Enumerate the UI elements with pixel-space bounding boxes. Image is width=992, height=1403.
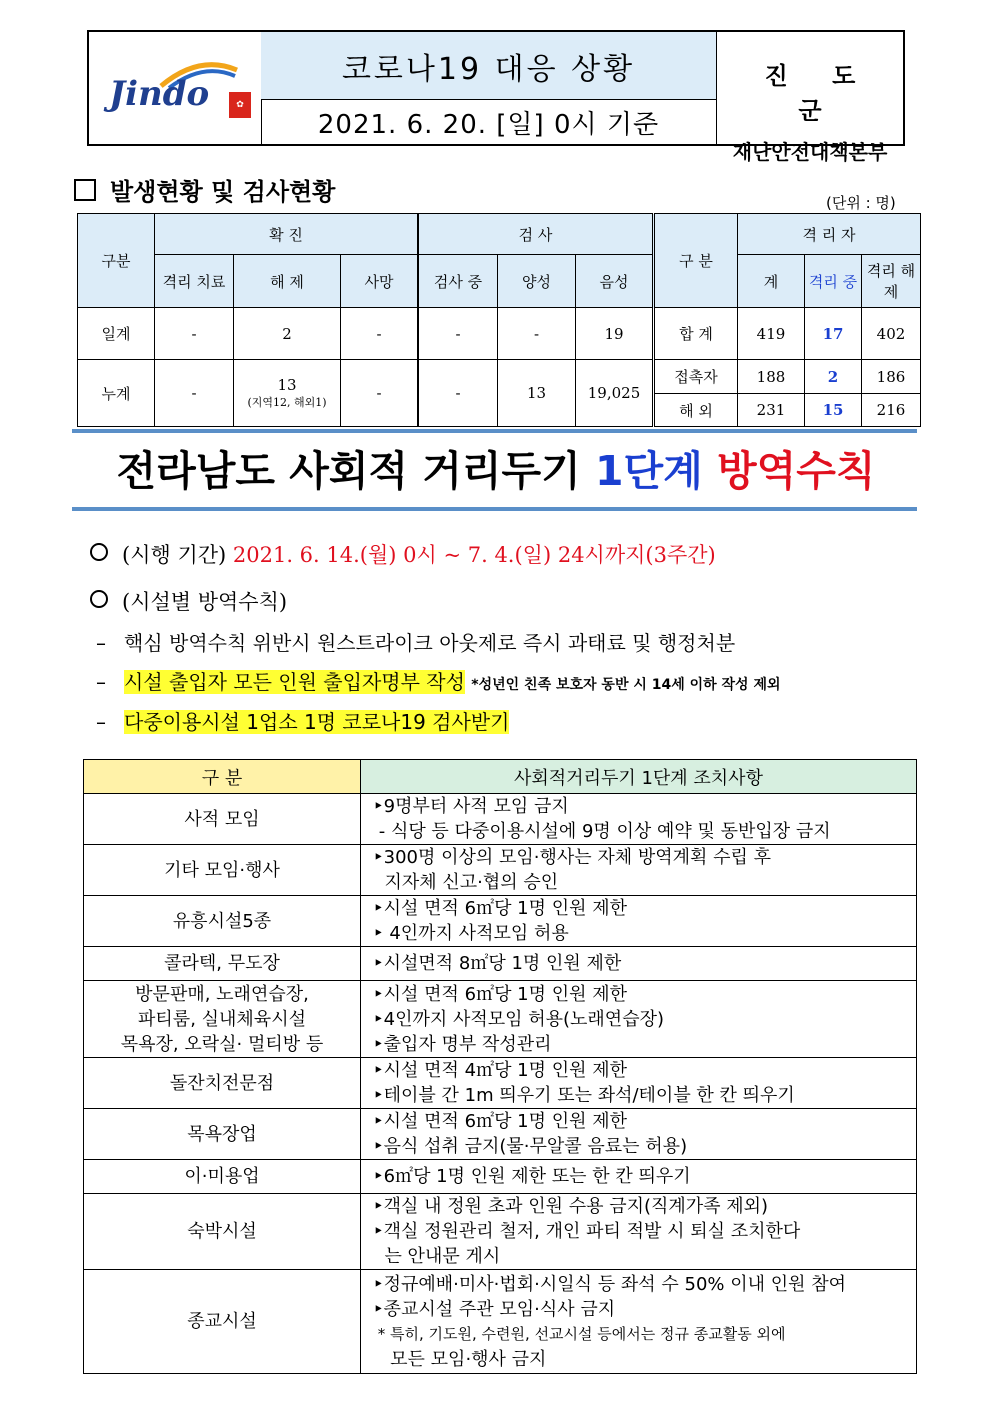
rule-category-line: 이·미용업 (184, 1166, 260, 1187)
rules-table (83, 759, 917, 1374)
rule-detail (361, 896, 917, 947)
col-confirmed: 확 진 (155, 214, 419, 255)
rule-detail-line: ‣객실 정원관리 철저, 개인 파티 적발 시 퇴실 조치한다 (373, 1221, 801, 1242)
rule-category (84, 845, 361, 896)
rule-detail (361, 1058, 917, 1109)
circle-bullet-icon (90, 543, 108, 561)
rule-detail-line: ‣4인까지 사적모임 허용(노래연습장) (373, 1008, 664, 1030)
rule-detail-line: 지자체 신고·협의 승인 (373, 872, 559, 893)
iso-row-released: 216 (862, 394, 921, 427)
bullet-item: – 다중이용시설 1업소 1명 코로나19 검사받기 (96, 710, 510, 734)
bullet-note: *성년인 친족 보호자 동반 시 14세 이하 작성 제외 (471, 677, 781, 693)
iso-row-isolating: 2 (805, 360, 862, 394)
rule-category-line: 콜라텍, 무도장 (164, 953, 280, 974)
rule-detail-line: ‣테이블 간 1m 띄우기 또는 좌석/테이블 한 칸 띄우기 (373, 1085, 795, 1106)
rule-category (84, 947, 361, 981)
period-line: (시행 기간) 2021. 6. 14.(월) 0시 ~ 7. 4.(일) 24시까지(3주간) (90, 539, 716, 569)
rule-detail (361, 1194, 917, 1270)
rule-category-line: 돌잔치전문점 (169, 1072, 275, 1094)
rule-detail-line: 는 안내문 게시 (373, 1246, 501, 1267)
iso-row-total: 188 (738, 360, 805, 394)
rule-category-line: 유흥시설5종 (172, 910, 272, 932)
rule-row (84, 981, 917, 1058)
jindo-logo (89, 32, 262, 144)
rule-detail-line: ‣시설 면적 6㎡당 1명 인원 제한 (373, 1111, 628, 1132)
status-table (77, 213, 921, 427)
rule-detail-line: ‣정규예배·미사·법회·시일식 등 좌석 수 50% 이내 인원 참여 (373, 1273, 846, 1295)
rules-header-category: 구 분 (84, 760, 361, 794)
daily-release: 2 (234, 308, 341, 360)
daily-testing: - (418, 308, 498, 360)
report-date: 2021. 6. 20. [일] 0시 기준 (261, 100, 717, 144)
section-title: 발생현황 및 검사현황 (74, 172, 335, 207)
col-iso-treat: 격리 치료 (155, 255, 234, 308)
rule-detail-line: ‣시설면적 8㎡당 1명 인원 제한 (373, 953, 622, 974)
iso-row-isolating: 15 (805, 394, 862, 427)
col-gubun2: 구 분 (654, 214, 738, 308)
col-negative: 음성 (576, 255, 654, 308)
logo-text: Jindo (109, 74, 210, 114)
cum-release: 13 (277, 376, 297, 394)
iso-row-released: 186 (862, 360, 921, 394)
col-release: 해 제 (234, 255, 341, 308)
rule-detail (361, 794, 917, 845)
rule-detail-line: ‣9명부터 사적 모임 금지 (373, 796, 569, 817)
org-subname: 재난안전대책본부 (732, 140, 888, 164)
rule-category (84, 1109, 361, 1160)
col-positive: 양성 (498, 255, 576, 308)
col-released: 격리 해제 (862, 255, 921, 308)
col-test: 검 사 (418, 214, 654, 255)
rule-category-line: 숙박시설 (187, 1221, 257, 1242)
col-isolating: 격리 중 (805, 255, 862, 308)
rule-row (84, 1109, 917, 1160)
rule-category (84, 1058, 361, 1109)
rule-category (84, 1194, 361, 1270)
iso-row-isolating: 17 (805, 308, 862, 360)
rule-category-line: 목욕장업 (187, 1123, 257, 1145)
iso-row-released: 402 (862, 308, 921, 360)
rule-detail (361, 981, 917, 1058)
rule-detail (361, 1160, 917, 1194)
cum-release-note: (지역12, 해외1) (247, 396, 327, 409)
rule-detail-line: 모든 모임·행사 금지 (373, 1348, 547, 1370)
rule-row (84, 1194, 917, 1270)
daily-negative: 19 (576, 308, 654, 360)
rule-row (84, 845, 917, 896)
rule-category (84, 896, 361, 947)
col-gubun: 구분 (78, 214, 155, 308)
rule-category-line: 방문판매, 노래연습장, (135, 983, 309, 1005)
col-total: 계 (738, 255, 805, 308)
rule-category (84, 794, 361, 845)
daily-iso: - (155, 308, 234, 360)
rule-detail-line: * 특히, 기도원, 수련원, 선교시설 등에서는 정규 종교활동 외에 (373, 1324, 786, 1343)
rules-header-detail: 사회적거리두기 1단계 조치사항 (361, 760, 917, 794)
cum-positive: 13 (498, 360, 576, 427)
rule-detail-line: ‣시설 면적 6㎡당 1명 인원 제한 (373, 898, 628, 919)
report-title: 코로나19 대응 상황 (261, 32, 717, 100)
report-header (87, 30, 905, 164)
rule-detail-line: ‣출입자 명부 작성관리 (373, 1033, 552, 1055)
rule-detail (361, 1109, 917, 1160)
rule-detail-line: ‣ 4인까지 사적모임 허용 (373, 923, 569, 944)
rule-detail-line: ‣종교시설 주관 모임·식사 금지 (373, 1298, 616, 1320)
rule-category-line: 사적 모임 (184, 808, 260, 830)
rule-row (84, 1058, 917, 1109)
row-daily-label: 일계 (78, 308, 155, 360)
col-isolation: 격 리 자 (738, 214, 921, 255)
rule-row (84, 1270, 917, 1374)
daily-positive: - (498, 308, 576, 360)
rule-detail (361, 1270, 917, 1374)
bullet-item: – 시설 출입자 모든 인원 출입자명부 작성 *성년인 친족 보호자 동반 시 14세 이하 작성 제외 (96, 670, 781, 694)
logo-badge: ✿ (229, 92, 251, 118)
rule-category (84, 1160, 361, 1194)
rule-row (84, 794, 917, 845)
rule-detail (361, 845, 917, 896)
bullet-item: – 핵심 방역수칙 위반시 원스트라이크 아웃제로 즉시 과태료 및 행정처분 (96, 631, 736, 655)
cum-death: - (341, 360, 419, 427)
rule-detail-line: ‣객실 내 정원 초과 인원 수용 금지(직계가족 제외) (373, 1196, 769, 1217)
iso-row-total: 231 (738, 394, 805, 427)
col-death: 사망 (341, 255, 419, 308)
iso-row-label: 합 계 (654, 308, 738, 360)
rule-row (84, 896, 917, 947)
iso-row-label: 접촉자 (654, 360, 738, 394)
org-cell (717, 32, 903, 164)
cum-negative: 19,025 (576, 360, 654, 427)
rule-detail (361, 947, 917, 981)
rule-detail-line: ‣시설 면적 4㎡당 1명 인원 제한 (373, 1060, 628, 1081)
banner-title: 전라남도 사회적 거리두기 1단계 방역수칙 (116, 447, 876, 495)
cum-iso: - (155, 360, 234, 427)
rule-detail-line: ‣음식 섭취 금지(물·무알콜 음료는 허용) (373, 1136, 688, 1157)
iso-row-total: 419 (738, 308, 805, 360)
col-testing: 검사 중 (418, 255, 498, 308)
rule-category-line: 목욕장, 오락실· 멀티방 등 (120, 1033, 324, 1055)
divider-top (72, 429, 917, 433)
divider-bottom (72, 507, 917, 511)
rule-detail-line: ‣6㎡당 1명 인원 제한 또는 한 칸 띄우기 (373, 1166, 691, 1187)
cum-release-cell (234, 360, 341, 427)
rule-category-line: 파티룸, 실내체육시설 (138, 1008, 306, 1030)
unit-label: (단위 : 명) (826, 194, 896, 212)
rule-detail-line: - 식당 등 다중이용시설에 9명 이상 예약 및 동반입장 금지 (373, 821, 831, 842)
circle-bullet-icon (90, 590, 108, 608)
row-cumulative-label: 누계 (78, 360, 155, 427)
rule-row (84, 1160, 917, 1194)
rule-category-line: 종교시설 (187, 1311, 257, 1332)
rule-category (84, 1270, 361, 1374)
facility-heading: (시설별 방역수칙) (90, 586, 287, 616)
rule-category (84, 981, 361, 1058)
rule-detail-line: ‣300명 이상의 모임·행사는 자체 방역계획 수립 후 (373, 847, 772, 868)
rule-row (84, 947, 917, 981)
rule-category-line: 기타 모임·행사 (164, 859, 280, 881)
org-name: 진 도 군 (764, 62, 874, 125)
checkbox-square-icon (74, 179, 96, 201)
daily-death: - (341, 308, 419, 360)
cum-testing: - (418, 360, 498, 427)
rule-detail-line: ‣시설 면적 6㎡당 1명 인원 제한 (373, 983, 628, 1005)
iso-row-label: 해 외 (654, 394, 738, 427)
